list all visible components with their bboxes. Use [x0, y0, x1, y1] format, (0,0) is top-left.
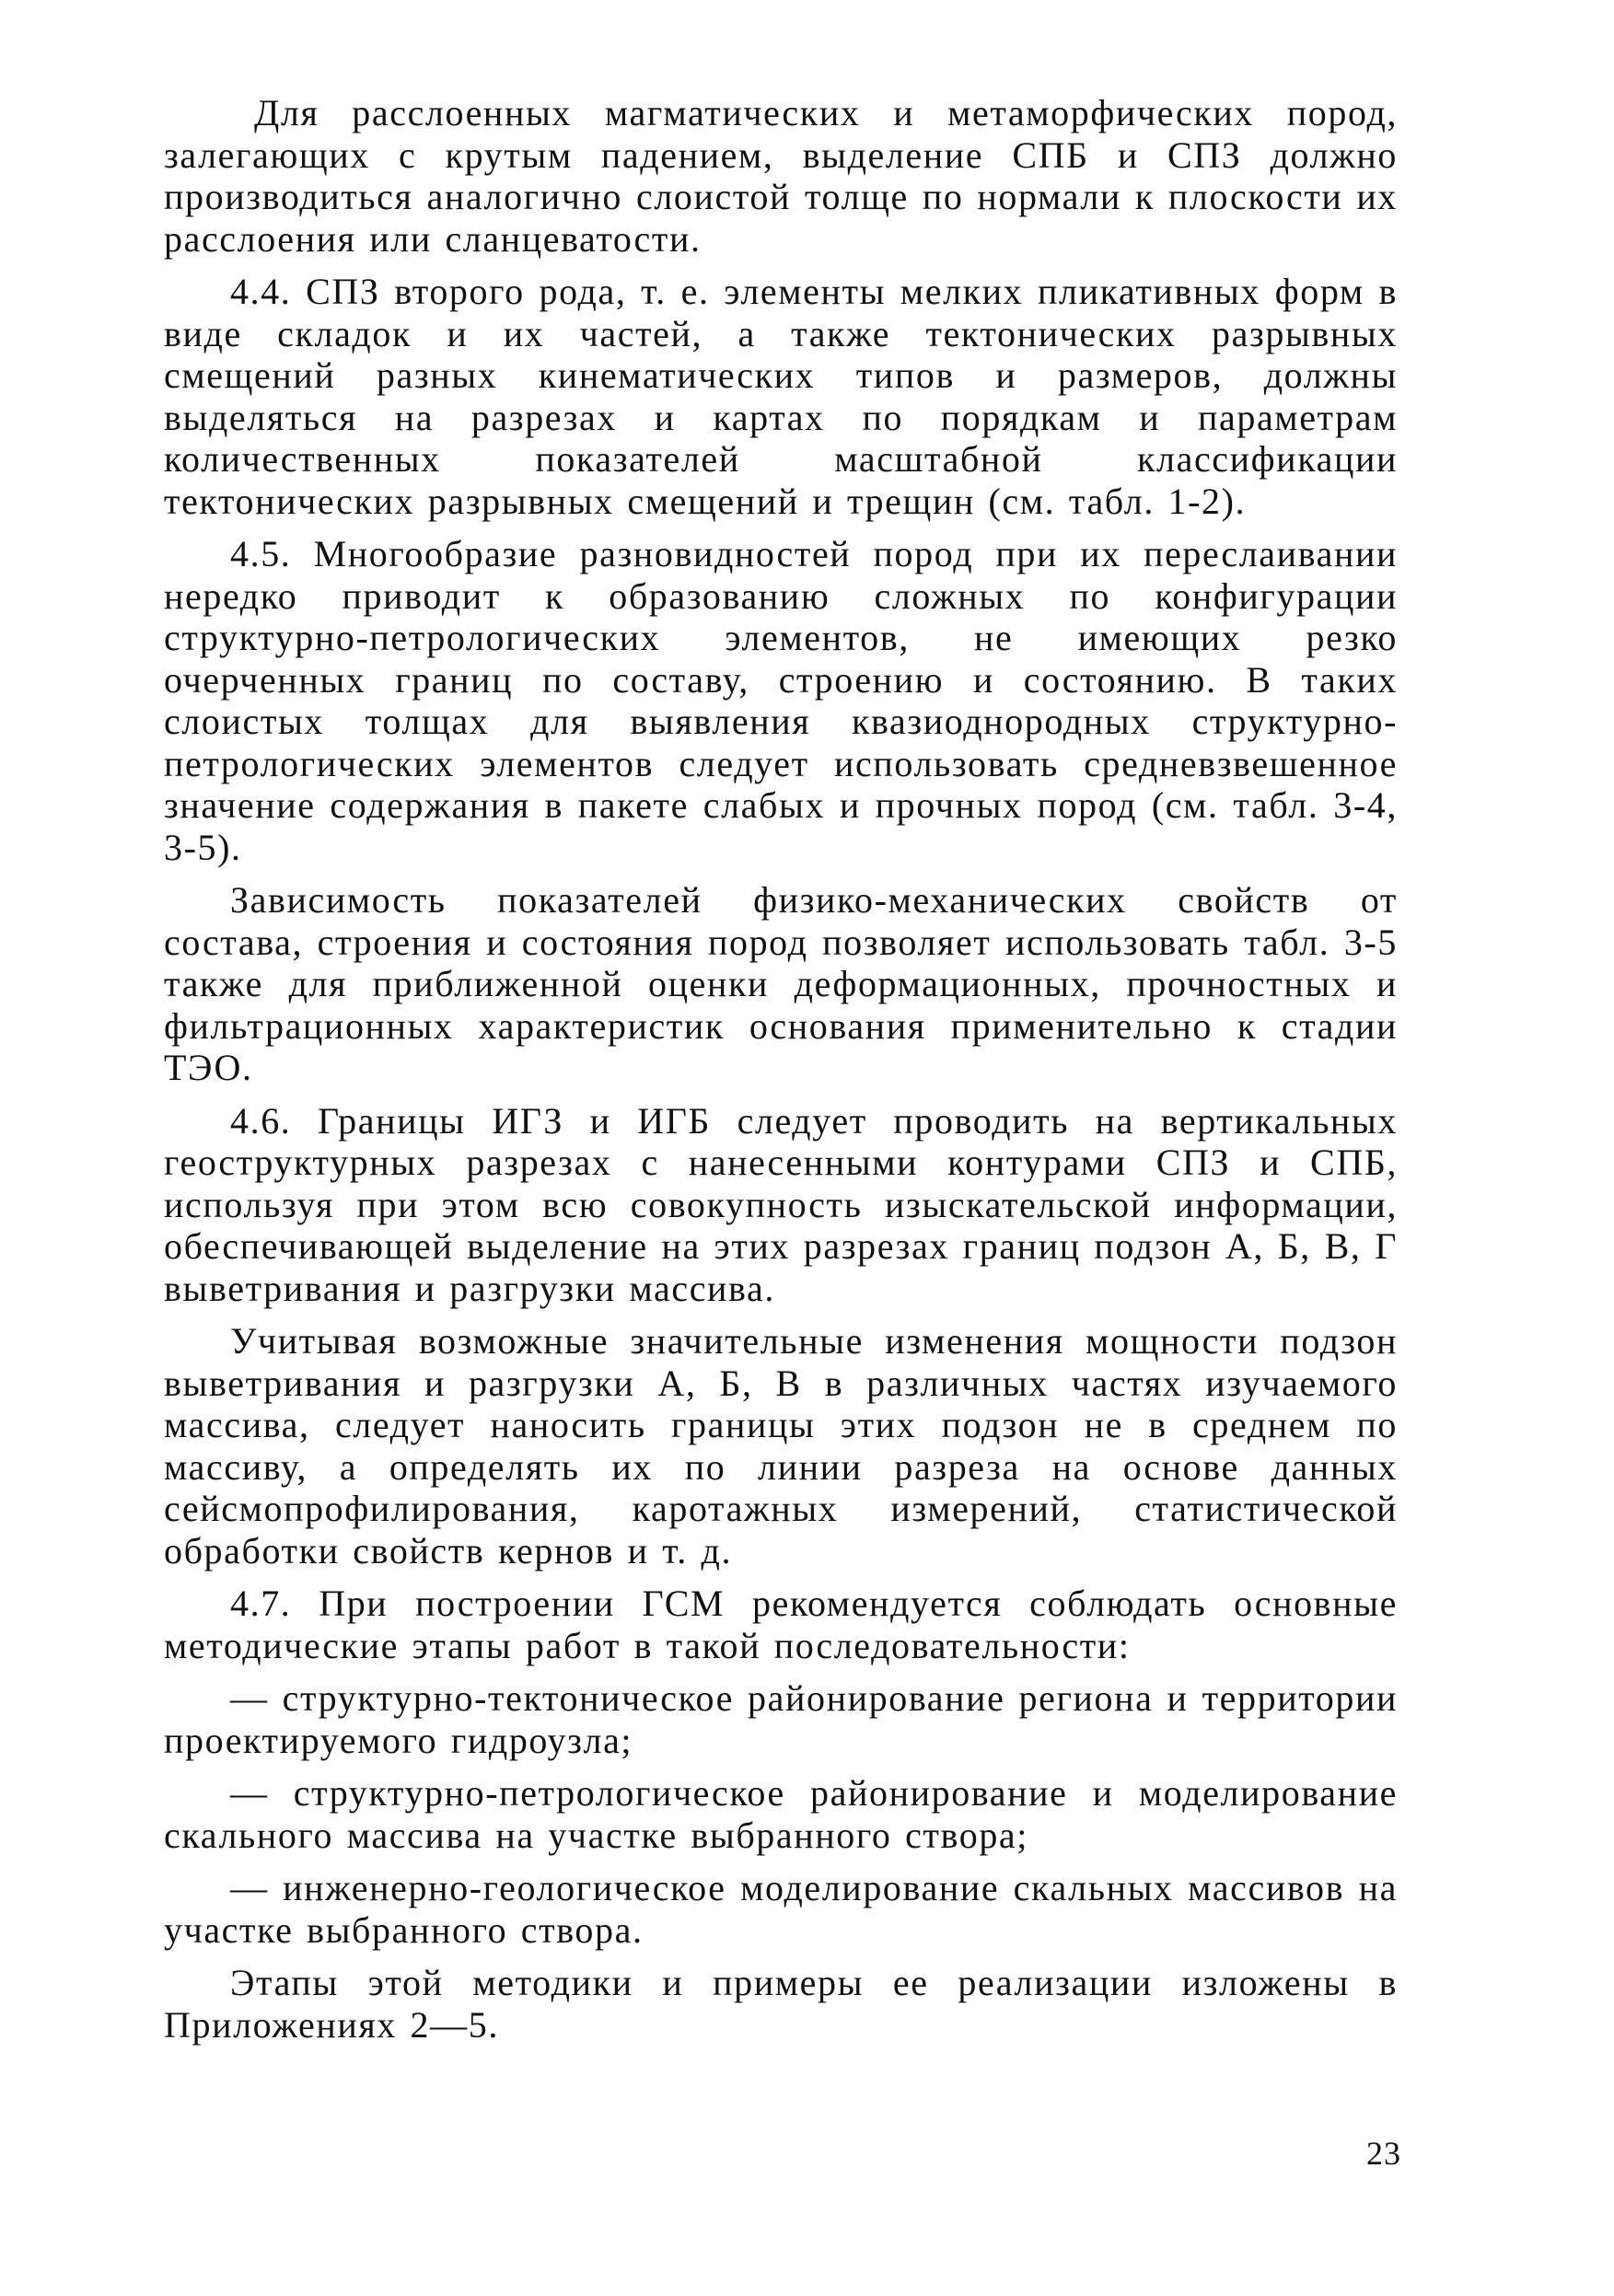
page-body	[164, 92, 1398, 2057]
paragraph-4-5: 4.5. Многообразие разновидностей пород при их переслаивании нередко приводит к образованию сложных по конфигурации структурно-петрологических элементов, не имеющих резко очерченных границ по составу, строению и состоянию. В таких слоистых толщах для выявления квазиоднородных структурно-петрологических элементов следует использовать средневзвешенное значение содержания в пакете слабых и прочных пород (см. табл. 3-4, 3-5).	[164, 533, 1398, 868]
paragraph-appendices: Этапы этой методики и примеры ее реализации изложены в Приложениях 2—5.	[164, 1962, 1398, 2046]
list-item-stage-2: — структурно-петрологическое районирование и моделирование скального массива на участке выбранного створа;	[164, 1772, 1398, 1856]
list-item-stage-3: — инженерно-геологическое моделирование скальных массивов на участке выбранного створа.	[164, 1867, 1398, 1951]
paragraph-4-7: 4.7. При построении ГСМ рекомендуется соблюдать основные методические этапы работ в такой последовательности:	[164, 1583, 1398, 1666]
paragraph-dependency: Зависимость показателей физико-механических свойств от состава, строения и состояния пород позволяет использовать табл. 3-5 также для приближенной оценки деформационных, прочностных и фильтрационных характеристик основания применительно к стадии ТЭО.	[164, 879, 1398, 1088]
page-number: 23	[1366, 2135, 1401, 2172]
list-item-stage-1: — структурно-тектоническое районирование региона и территории проектируемого гидроузла;	[164, 1677, 1398, 1761]
paragraph-intro: Для расслоенных магматических и метаморфических пород, залегающих с крутым падением, выделение СПБ и СПЗ должно производиться аналогично слоистой толще по нормали к плоскости их расслоения или сланцеватости.	[164, 92, 1398, 260]
paragraph-4-6: 4.6. Границы ИГЗ и ИГБ следует проводить на вертикальных геоструктурных разрезах с нанесенными контурами СПЗ и СПБ, используя при этом всю совокупность изыскательской информации, обеспечивающей выделение на этих разрезах границ подзон А, Б, В, Г выветривания и разгрузки массива.	[164, 1099, 1398, 1309]
paragraph-4-4: 4.4. СПЗ второго рода, т. е. элементы мелких пликативных форм в виде складок и их частей, а также тектонических разрывных смещений разных кинематических типов и размеров, должны выделяться на разрезах и картах по порядкам и параметрам количественных показателей масштабной классификации тектонических разрывных смещений и трещин (см. табл. 1-2).	[164, 271, 1398, 522]
paragraph-weathering: Учитывая возможные значительные изменения мощности подзон выветривания и разгрузки А, Б, В в различных частях изучаемого массива, следует наносить границы этих подзон не в среднем по массиву, а определять их по линии разреза на основе данных сейсмопрофилирования, каротажных измерений, статистической обработки свойств кернов и т. д.	[164, 1320, 1398, 1571]
